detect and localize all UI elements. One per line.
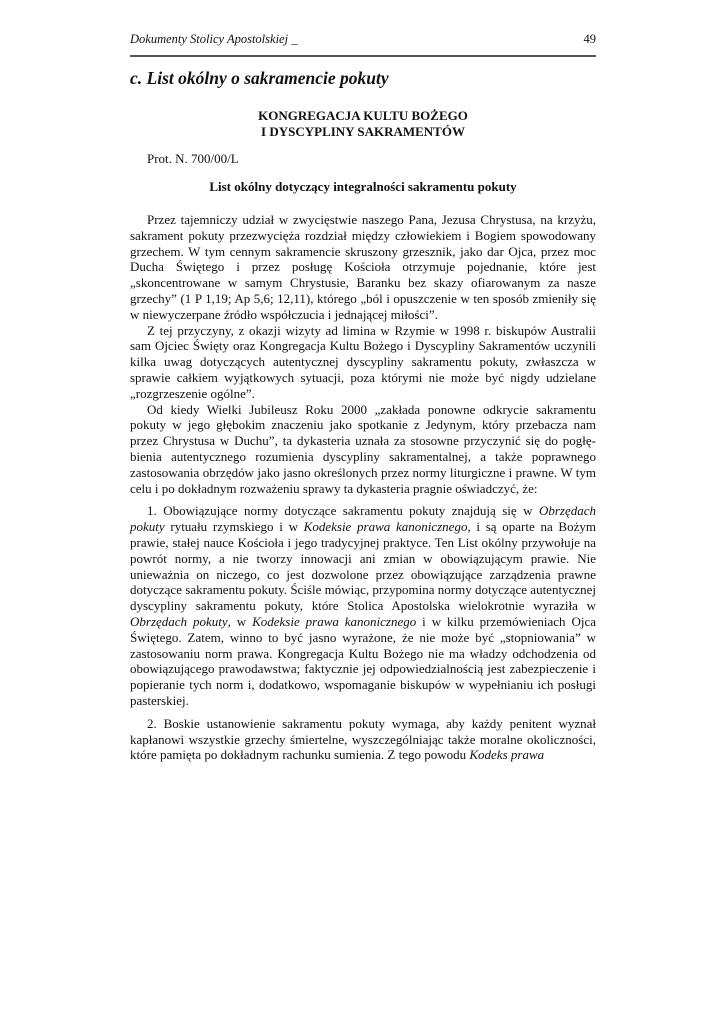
paragraph-4-text-1: 1. Obowiązujące normy dotyczące sakramentu pokuty znajdują się w xyxy=(147,503,539,519)
paragraph-4-italic-3: Obrzędach pokuty xyxy=(130,613,228,629)
document-body xyxy=(130,212,596,763)
paragraph-4-italic-1: Obrzędach pokuty xyxy=(130,503,596,535)
paragraph-4-text-5: i w kilku przemówieniach Ojca Świętego. Zatem, winno to być jasno wyrażone, że nie może być „stopniowania” w zastosowaniu norm prawa. Kongregacja Kultu Bożego nie ma władzy odchodzenia od obowiązującego prawodawstwa; faktycznie jej odpowiedzialnością jest zabezpieczenie i popieranie tych norm i, dodatkowo, wspomaganie biskupów w wypełnianiu ich posługi pasterskiej. xyxy=(130,613,596,708)
paragraph-5-italic-1: Kodeks prawa xyxy=(469,747,545,763)
section-heading: c. List okólny o sakramencie pokuty xyxy=(130,68,389,88)
paragraph-4-italic-4: Kodeksie prawa kanonicznego xyxy=(252,613,417,629)
paragraph-5 xyxy=(130,716,596,763)
header-rule xyxy=(130,55,596,57)
organization-line-1: KONGREGACJA KULTU BOŻEGO xyxy=(258,108,468,123)
running-header xyxy=(130,32,596,52)
organization-line-2: I DYSCYPLINY SAKRAMENTÓW xyxy=(261,124,465,139)
paragraph-3: Od kiedy Wielki Jubileusz Roku 2000 „zakłada ponowne odkrycie sakramentu pokuty w jego głębokim znaczeniu jako spotkanie z Jedynym, który przebacza nam przez Chrystusa w Duchu”, ta dykasteria uznała za stosowne przyczynić się do pogłębienia autentycznego rozumienia dyscypliny sakramentalnej, a także poprawnego zastosowania obrzędów jako jasno określonych przez normy liturgiczne i prawne. W tym celu i po dokładnym rozważeniu sprawy ta dykasteria pragnie oświadczyć, że: xyxy=(130,401,596,496)
page-number: 49 xyxy=(583,32,596,46)
paragraph-2: Z tej przyczyny, z okazji wizyty ad limina w Rzymie w 1998 r. biskupów Australii sam Ojciec Święty oraz Kongregacja Kultu Bożego i Dyscypliny Sakramentów uczynili kilka uwag dotyczących autentycznej dyscypliny sakramentu pokuty, zwłaszcza w sprawie całkiem wyjątkowych sytuacji, poza którymi nie może być nigdy udzielane „rozgrzeszenie ogólne”. xyxy=(130,322,596,401)
paragraph-4-text-3: , i są oparte na Bożym prawie, stałej nauce Kościoła i jego tradycyjnej praktyce. Ten List okólny przywołuje na powrót normy, a nie tworzy innowacji ani zmian w obowiązującym prawie. Nie unieważnia on niczego, co jest dozwolone przez obowiązujące zarządzenia prawne dotyczące sakramentu pokuty. Ściśle mówiąc, przypomina normy dotyczące autentycznej dyscypliny sakramentu pokuty, które Stolica Apostolska wielokrotnie wyraziła w xyxy=(130,519,596,614)
protocol-number: Prot. N. 700/00/L xyxy=(147,151,239,166)
paragraph-4-text-4: , w xyxy=(227,613,253,629)
running-title: Dokumenty Stolicy Apostolskiej _ xyxy=(130,32,298,46)
paragraph-5-text-1: 2. Boskie ustanowienie sakramentu pokuty wymaga, aby każdy penitent wyznał kapłanowi wszystkie grzechy śmiertelne, wyszczególniając także moralne okoliczności, które pamięta po dokładnym rachunku sumienia. Z tego powodu xyxy=(130,715,596,763)
paragraph-4-text-2: rytuału rzymskiego i w xyxy=(164,519,304,535)
organization-heading xyxy=(130,108,596,140)
paragraph-1: Przez tajemniczy udział w zwycięstwie naszego Pana, Jezusa Chrystusa, na krzyżu, sakrament pokuty przezwycięża rozdział między człowiekiem i Bogiem spowodowany grzechem. W tym cennym sakramencie skruszony grzesznik, jako dar Ojca, przez moc Ducha Świętego i przez posługę Kościoła otrzymuje pojednanie, które jest „skoncentrowane w samym Chrystusie, Baranku bez skazy ofiarowanym za nasze grzechy” (1 P 1,19; Ap 5,6; 12,11), którego „ból i opuszczenie w ten sposób zmieniły się w niewyczerpane źródło współczucia i jednającej miłości”. xyxy=(130,212,596,322)
paragraph-4 xyxy=(130,503,596,708)
paragraph-4-italic-2: Kodeksie prawa kanonicznego xyxy=(303,519,468,535)
document-title: List okólny dotyczący integralności sakramentu pokuty xyxy=(209,179,517,194)
